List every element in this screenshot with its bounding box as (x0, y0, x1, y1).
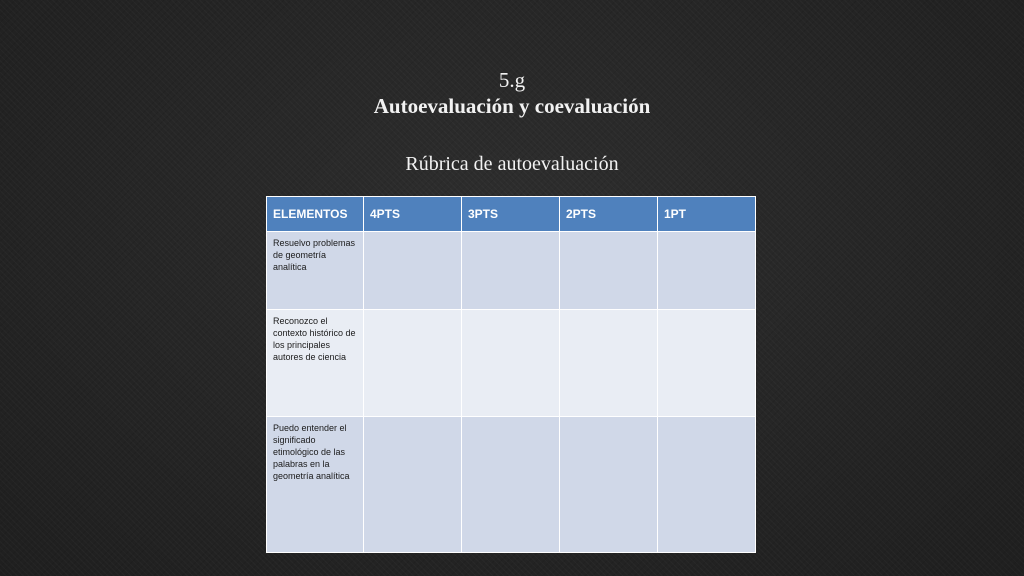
score-cell (462, 232, 560, 310)
criterion-text: Puedo entender el significado etimológico de las palabras en la geometría analítica (273, 423, 350, 481)
criterion-cell (267, 232, 364, 310)
score-cell (658, 232, 756, 310)
score-cell (462, 417, 560, 553)
score-cell (364, 310, 462, 417)
header-2pts: 2PTS (560, 197, 658, 232)
criterion-cell (267, 310, 364, 417)
table-row (267, 232, 756, 310)
header-3pts: 3PTS (462, 197, 560, 232)
rubric-table (266, 196, 756, 553)
criterion-text: Resuelvo problemas de geometría analítica (273, 238, 356, 272)
score-cell (364, 232, 462, 310)
slide-title: Autoevaluación y coevaluación (373, 94, 651, 118)
score-cell (560, 310, 658, 417)
header-row (267, 197, 756, 232)
criterion-cell (267, 417, 364, 553)
slide-subtitle: Rúbrica de autoevaluación (405, 153, 619, 175)
score-cell (560, 232, 658, 310)
score-cell (364, 417, 462, 553)
header-4pts: 4PTS (364, 197, 462, 232)
score-cell (560, 417, 658, 553)
score-cell (462, 310, 560, 417)
header-1pt: 1PT (658, 197, 756, 232)
criterion-text: Reconozco el contexto histórico de los principales autores de ciencia (273, 316, 356, 362)
section-number: 5.g (498, 68, 526, 92)
score-cell (658, 310, 756, 417)
score-cell (658, 417, 756, 553)
header-elementos: ELEMENTOS (267, 197, 364, 232)
table-row (267, 417, 756, 553)
table-row (267, 310, 756, 417)
